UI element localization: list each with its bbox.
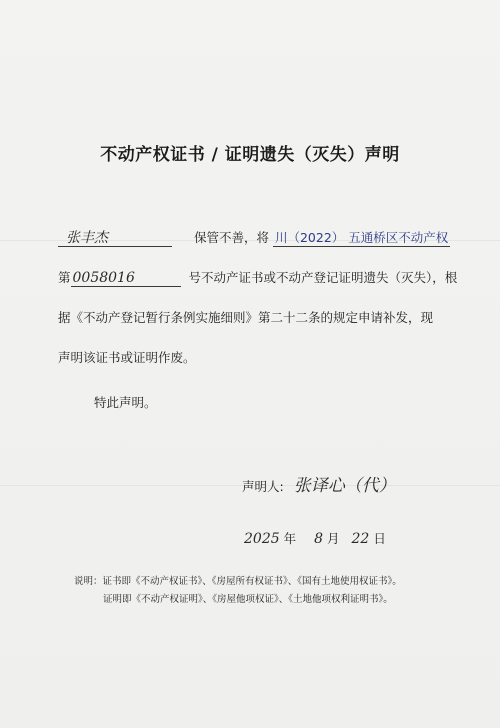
date-month: 8	[314, 531, 324, 547]
line2-text: 号不动产证书或不动产登记证明遗失（灭失），根	[188, 270, 458, 285]
paragraph-line-3: 据《不动产登记暂行条例实施细则》第二十二条的规定申请补发，现	[58, 310, 434, 325]
signature-label: 声明人:	[242, 479, 284, 494]
signature-handwritten: 张译心（代）	[293, 476, 396, 496]
signature-block	[242, 478, 396, 495]
page-title: 不动产权证书 / 证明遗失（灭失）声明	[100, 145, 400, 165]
kept-text: 保管不善，将	[193, 230, 269, 245]
paragraph-line-2	[58, 270, 457, 287]
cert-number-handwritten: 0058016	[71, 270, 181, 287]
owner-name-handwritten: 张丰杰	[58, 230, 172, 247]
paragraph-line-1	[58, 230, 450, 247]
date-year: 2025	[244, 531, 280, 547]
date-day: 22	[351, 531, 370, 547]
paragraph-line-4: 声明该证书或证明作废。	[58, 350, 196, 365]
note-line-1: 说明：证书即《不动产权证书》、《房屋所有权证书》、《国有土地使用权证书》。	[74, 576, 402, 587]
date-line	[244, 531, 386, 547]
date-yue: 月	[327, 531, 340, 546]
date-ri: 日	[373, 531, 386, 546]
note-line-2: 证明即《不动产权证明》、《房屋他项权证》、《土地他项权利证明书》。	[103, 594, 393, 605]
cert-prefix: 川（2022） 五通桥区不动产权	[274, 230, 449, 245]
date-nian: 年	[283, 531, 297, 546]
di-char: 第	[58, 270, 71, 285]
closing-text: 特此声明。	[94, 395, 157, 410]
